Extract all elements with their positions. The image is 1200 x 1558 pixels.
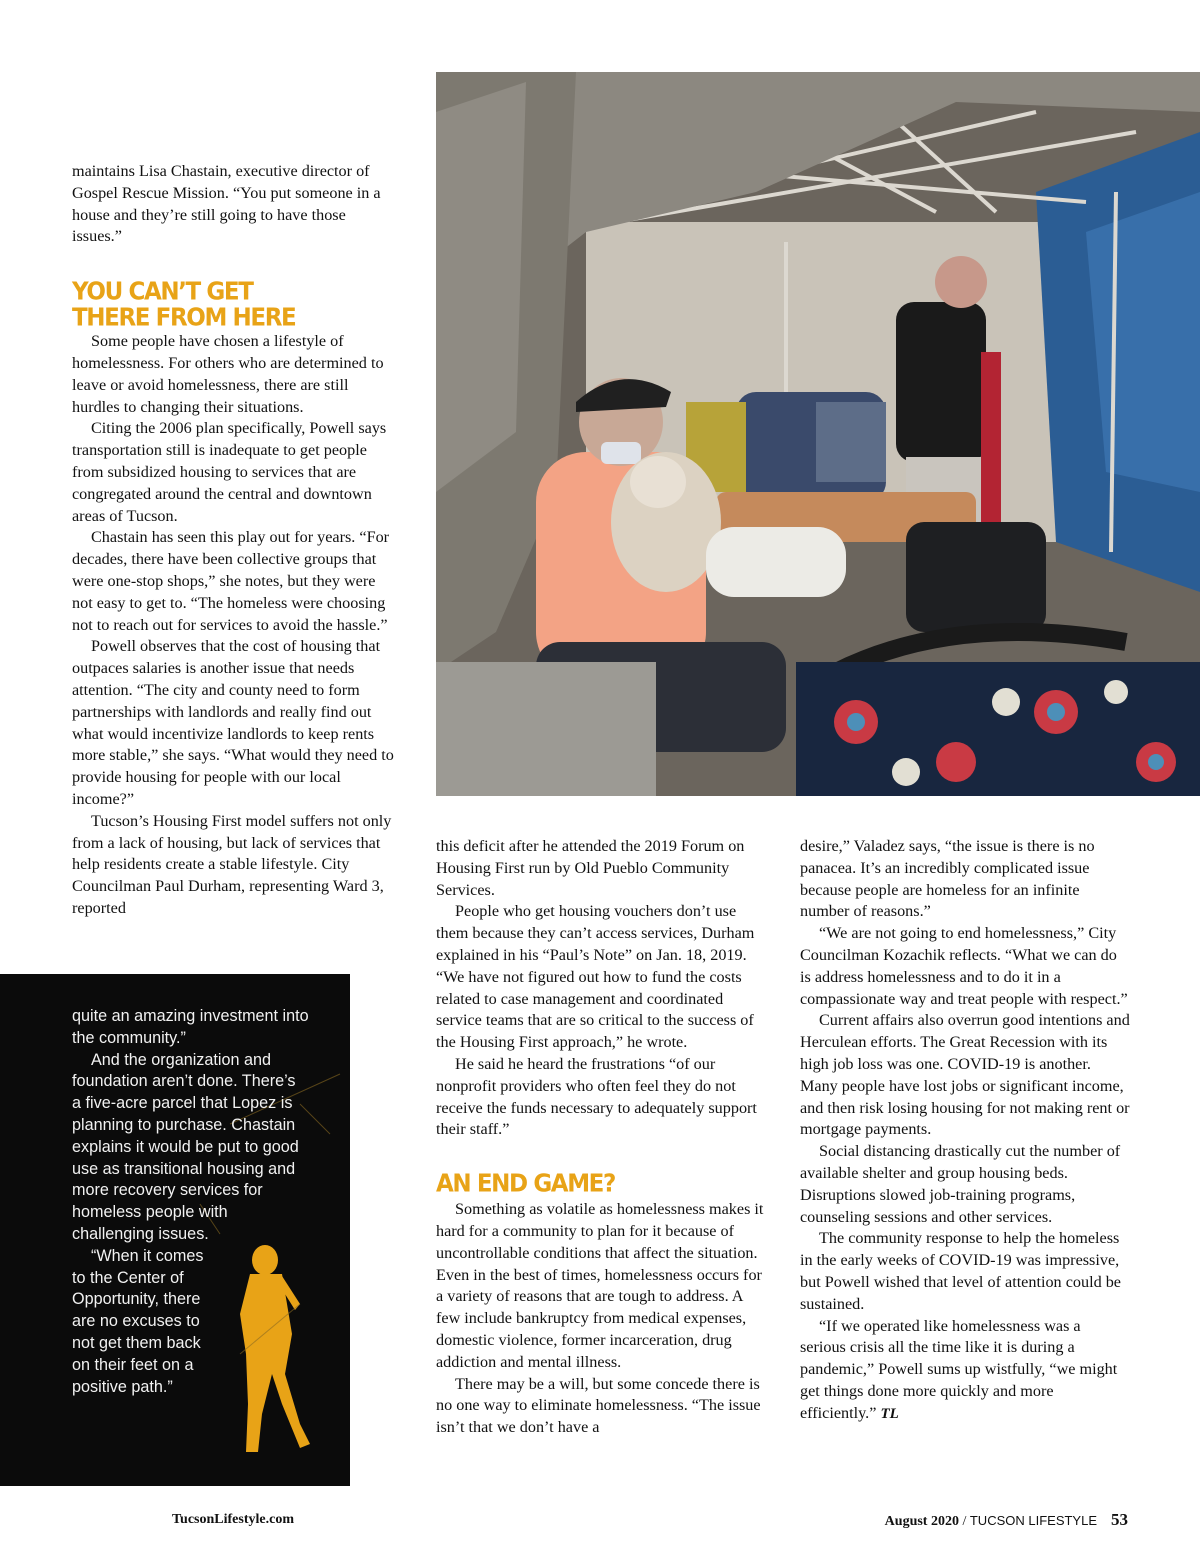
footer-folio xyxy=(885,1510,1128,1530)
end-mark: TL xyxy=(880,1405,899,1422)
paragraph: maintains Lisa Chastain, executive director of Gospel Rescue Mission. “You put someone in a house and they’re still going to have those issues.” xyxy=(72,162,381,246)
paragraph-final xyxy=(800,1316,1130,1426)
paragraph: Chastain has seen this play out for years. “For decades, there have been collective groups that were one-stop shops,” she notes, but they were not easy to get to. “The homeless were choosing not to reach out for services to avoid the hassle.” xyxy=(72,528,390,634)
folio-separator: / xyxy=(958,1514,970,1529)
paragraph: Tucson’s Housing First model suffers not only from a lack of housing, but lack of services that help residents create a stable lifestyle. City Councilman Paul Durham, representing Ward 3, reported xyxy=(72,811,392,917)
sidebar-text xyxy=(72,1006,322,1398)
paragraph: “We are not going to end homelessness,” City Councilman Kozachik reflects. “What we can do is address homelessness and to do it in a compassionate way and treat people with respect.” xyxy=(800,924,1128,1008)
feature-photo xyxy=(436,72,1200,796)
encampment-photo-illustration xyxy=(436,72,1200,796)
paragraph: He said he heard the frustrations “of our nonprofit providers who often feel they do not receive the funds necessary to adequately support their staff.” xyxy=(436,1054,757,1139)
magazine-name: TUCSON LIFESTYLE xyxy=(969,1513,1097,1528)
footer-website: TucsonLifestyle.com xyxy=(172,1512,294,1527)
paragraph: desire,” Valadez says, “the issue is there is no panacea. It’s an incredibly complicated issue because people are homeless for an infinite number of reasons.” xyxy=(800,837,1095,921)
section-heading: YOU CAN’T GET THERE FROM HERE xyxy=(72,278,296,333)
paragraph: Something as volatile as homelessness makes it hard for a community to plan for it because of uncontrollable conditions that affect the situation. Even in the best of times, homelessness occurs for a variety of reasons that are tough to address. A few include bankruptcy from medical expenses, domestic violence, former incarceration, drug addiction and mental illness. xyxy=(436,1200,764,1371)
paragraph: Social distancing drastically cut the number of available shelter and group housing beds. Disruptions slowed job-training programs, counseling sessions and other services. xyxy=(800,1142,1121,1226)
paragraph: Powell observes that the cost of housing that outpaces salaries is another issue that needs attention. “The city and county need to form partnerships with landlords and really find out what would incentivize landlords to keep rents more stable,” she says. “What would they need to provide housing for people with our local income?” xyxy=(72,637,394,808)
page-number: 53 xyxy=(1111,1510,1128,1529)
paragraph: There may be a will, but some concede there is no one way to eliminate homelessness. “The issue isn’t that we don’t have a xyxy=(436,1374,761,1437)
paragraph: The community response to help the homeless in the early weeks of COVID-19 was impressive, but Powell wished that level of attention could be sustained. xyxy=(800,1229,1121,1313)
article-column-1 xyxy=(72,161,396,920)
paragraph: this deficit after he attended the 2019 Forum on Housing First run by Old Pueblo Community Services. xyxy=(436,837,745,899)
sidebar-paragraph: “When it comes to the Center of Opportunity, there are no excuses to not get them back on their feet on a positive path.” xyxy=(72,1246,204,1396)
sidebar-paragraph: And the organization and foundation aren’t done. There’s a five-acre parcel that Lopez is planning to purchase. Chastain explains it would be put to good use as transitional housing and more recovery services for homeless people with challenging issues. xyxy=(72,1050,299,1243)
article-column-3 xyxy=(800,836,1130,1426)
paragraph-text: “If we operated like homelessness was a serious crisis all the time like it is during a pandemic,” Powell sums up wistfully, “we might get things done more quickly and more efficiently.” xyxy=(800,1316,1118,1422)
issue-date: August 2020 xyxy=(884,1514,959,1529)
paragraph: Citing the 2006 plan specifically, Powell says transportation still is inadequate to get people from subsidized housing to services that are congregated around the central and downtown areas of Tucson. xyxy=(72,419,387,525)
paragraph: Current affairs also overrun good intentions and Herculean efforts. The Great Recession with its high job loss was one. COVID-19 is another. Many people have lost jobs or significant income, and then risk losing housing for not making rent or mortgage payments. xyxy=(800,1011,1130,1139)
article-column-2 xyxy=(436,836,766,1439)
sidebar-box xyxy=(0,974,350,1486)
section-heading: AN END GAME? xyxy=(436,1170,615,1199)
paragraph: Some people have chosen a lifestyle of homelessness. For others who are determined to leave or avoid homelessness, there are still hurdles to changing their situations. xyxy=(72,332,384,416)
paragraph: People who get housing vouchers don’t use them because they can’t access services, Durham explained in his “Paul’s Note” on Jan. 18, 2019. “We have not figured out how to fund the costs related to case management and coordinated service teams that are so critical to the success of the Housing First approach,” he wrote. xyxy=(436,902,755,1052)
sidebar-paragraph: quite an amazing investment into the community.” xyxy=(72,1007,309,1047)
